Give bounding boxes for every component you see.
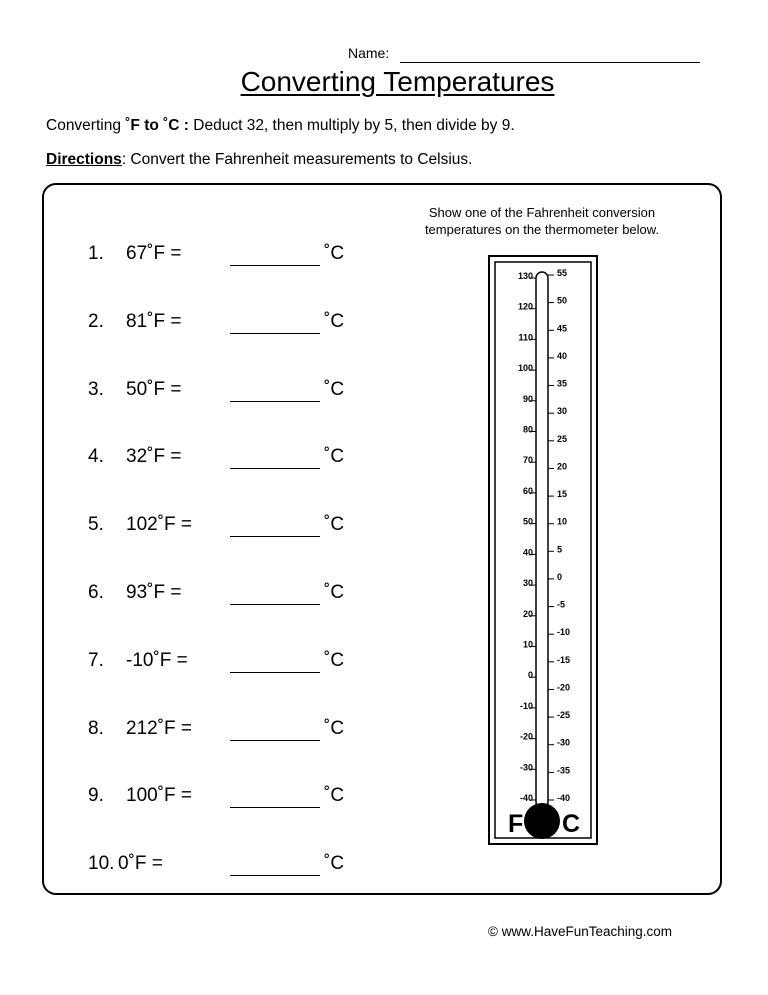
celsius-tick-label: -20 xyxy=(557,682,571,693)
fahrenheit-tick-label: 120 xyxy=(517,301,533,312)
celsius-label: C xyxy=(562,810,581,838)
celsius-tick-label: 45 xyxy=(557,323,568,334)
celsius-tick-label: -35 xyxy=(557,765,571,776)
answer-unit: ˚C xyxy=(324,853,345,874)
answer-unit: ˚C xyxy=(324,446,345,467)
answer-blank[interactable] xyxy=(230,672,320,673)
answer-blank[interactable] xyxy=(230,536,320,537)
answer-unit: ˚C xyxy=(324,718,345,739)
celsius-tick-label: 15 xyxy=(557,489,568,500)
fahrenheit-label: F xyxy=(508,810,524,838)
rule-text: Deduct 32, then multiply by 5, then divide by 9. xyxy=(188,117,515,134)
fahrenheit-tick-label: 130 xyxy=(517,271,533,281)
celsius-tick-label: 5 xyxy=(557,544,563,555)
rule-lead: Converting xyxy=(46,117,126,134)
question-expression: 81˚F = xyxy=(126,311,182,332)
fahrenheit-tick-label: 0 xyxy=(527,670,533,681)
answer-unit: ˚C xyxy=(324,514,345,535)
page-title: Converting Temperatures xyxy=(240,66,555,97)
instruction-line-1: Show one of the Fahrenheit conversion xyxy=(428,205,656,220)
answer-blank[interactable] xyxy=(230,265,320,266)
fahrenheit-tick-label: -20 xyxy=(519,731,533,742)
answer-blank[interactable] xyxy=(230,333,320,334)
fahrenheit-tick-label: -30 xyxy=(519,762,533,773)
question-number: 3. xyxy=(88,379,104,400)
question-number: 10. xyxy=(88,853,115,874)
fahrenheit-tick-label: 60 xyxy=(522,485,533,496)
fahrenheit-tick-label: 70 xyxy=(522,455,533,466)
instruction-line-2: temperatures on the thermometer below. xyxy=(424,222,660,237)
celsius-tick-label: -25 xyxy=(557,710,571,721)
question-expression: 212˚F = xyxy=(126,718,193,739)
question-number: 4. xyxy=(88,446,104,467)
answer-blank[interactable] xyxy=(230,807,320,808)
answer-unit: ˚C xyxy=(324,582,345,603)
fahrenheit-tick-label: 30 xyxy=(522,578,533,589)
question-number: 1. xyxy=(88,243,104,264)
celsius-tick-label: 30 xyxy=(557,406,568,417)
fahrenheit-tick-label: 40 xyxy=(522,547,533,558)
fahrenheit-tick-label: 90 xyxy=(522,393,533,404)
fahrenheit-tick-label: -10 xyxy=(519,700,533,711)
celsius-tick-label: 40 xyxy=(557,350,568,361)
celsius-tick-label: 0 xyxy=(557,571,563,582)
question-expression: 102˚F = xyxy=(126,514,193,535)
fahrenheit-tick-label: 80 xyxy=(522,424,533,435)
question-number: 6. xyxy=(88,582,104,603)
question-expression: 67˚F = xyxy=(126,243,182,264)
answer-blank[interactable] xyxy=(230,468,320,469)
question-expression: 0˚F = xyxy=(118,853,163,874)
answer-blank[interactable] xyxy=(230,740,320,741)
directions xyxy=(46,151,472,169)
question-expression: 100˚F = xyxy=(126,785,193,806)
name-label: Name: xyxy=(348,45,390,61)
celsius-tick-label: -10 xyxy=(557,627,571,638)
celsius-tick-label: 10 xyxy=(557,516,568,527)
celsius-tick-label: -5 xyxy=(557,599,566,610)
answer-blank[interactable] xyxy=(230,401,320,402)
answer-unit: ˚C xyxy=(324,243,345,264)
question-expression: -10˚F = xyxy=(126,650,188,671)
question-number: 7. xyxy=(88,650,104,671)
celsius-tick-label: 35 xyxy=(557,378,568,389)
answer-blank[interactable] xyxy=(230,875,320,876)
thermometer xyxy=(488,255,598,845)
celsius-tick-label: -15 xyxy=(557,654,571,665)
answer-unit: ˚C xyxy=(324,785,345,806)
fahrenheit-tick-label: -40 xyxy=(519,793,533,803)
celsius-tick-label: -30 xyxy=(557,737,571,748)
celsius-tick-label: 55 xyxy=(557,268,568,278)
celsius-tick-label: 25 xyxy=(557,433,568,444)
answer-unit: ˚C xyxy=(324,650,345,671)
directions-label: Directions xyxy=(46,151,122,168)
name-row xyxy=(348,45,708,67)
celsius-tick-label: 50 xyxy=(557,295,568,306)
answer-unit: ˚C xyxy=(324,379,345,400)
answer-unit: ˚C xyxy=(324,311,345,332)
name-input-line[interactable] xyxy=(400,62,700,63)
question-expression: 32˚F = xyxy=(126,446,182,467)
fahrenheit-tick-label: 20 xyxy=(522,608,533,619)
fahrenheit-tick-label: 110 xyxy=(518,332,533,343)
question-number: 2. xyxy=(88,311,104,332)
conversion-rule xyxy=(46,117,515,135)
footer-credit: © www.HaveFunTeaching.com xyxy=(488,924,673,939)
question-number: 8. xyxy=(88,718,104,739)
rule-from-to: ˚F to ˚C : xyxy=(125,117,189,134)
question-expression: 50˚F = xyxy=(126,379,182,400)
question-number: 5. xyxy=(88,514,104,535)
thermometer-bulb xyxy=(524,803,560,839)
thermometer-instructions xyxy=(382,204,702,238)
question-expression: 93˚F = xyxy=(126,582,182,603)
fahrenheit-tick-label: 50 xyxy=(522,516,533,527)
fahrenheit-tick-label: 100 xyxy=(517,363,533,374)
question-number: 9. xyxy=(88,785,104,806)
fahrenheit-tick-label: 10 xyxy=(522,639,533,650)
celsius-tick-label: 20 xyxy=(557,461,568,472)
directions-text: : Convert the Fahrenheit measurements to Celsius. xyxy=(121,151,473,168)
thermometer-tube xyxy=(536,272,548,808)
answer-blank[interactable] xyxy=(230,604,320,605)
celsius-tick-label: -40 xyxy=(557,793,571,803)
